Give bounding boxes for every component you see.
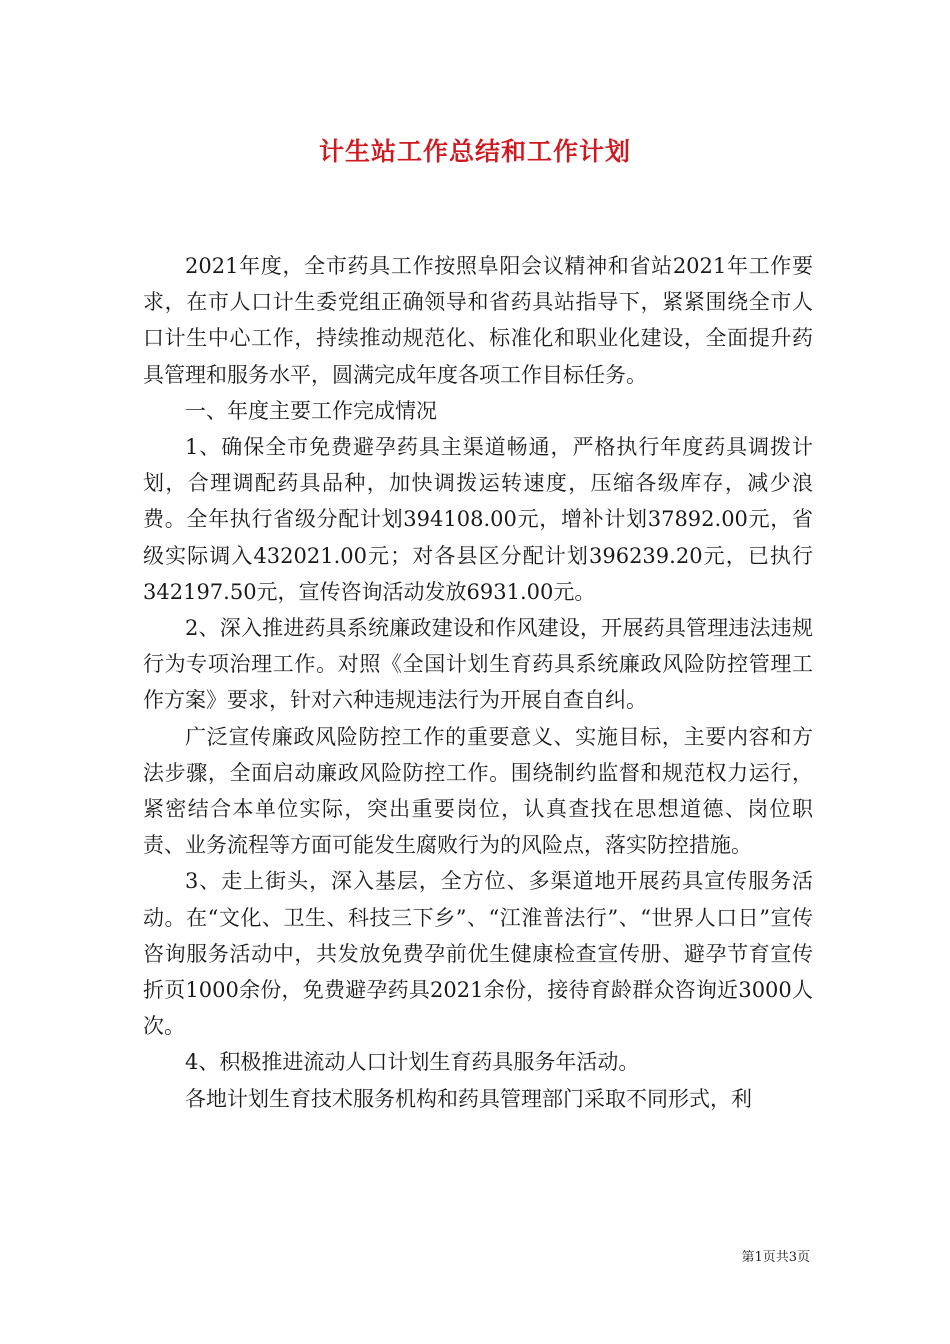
paragraph-item-2: 2、深入推进药具系统廉政建设和作风建设，开展药具管理违法违规行为专项治理工作。对照《全国计划生育药具系统廉政风险防控管理工作方案》要求，针对六种违规违法行为开展自查自纠。 — [143, 616, 813, 713]
paragraph-item-1: 1、确保全市免费避孕药具主渠道畅通，严格执行年度药具调拨计划，合理调配药具品种，加快调拨运转速度，压缩各级库存，减少浪费。全年执行省级分配计划394108.00元，增补计划37892.00元，省级实际调入432021.00元；对各县区分配计划396239.20元，已执行342197.50元，宣传咨询活动发放6931.00元。 — [143, 435, 813, 604]
page-number: 第1页共3页 — [741, 1250, 810, 1265]
paragraph-intro: 2021年度，全市药具工作按照阜阳会议精神和省站2021年工作要求，在市人口计生委党组正确领导和省药具站指导下，紧紧围绕全市人口计生中心工作，持续推动规范化、标准化和职业化建设，全面提升药具管理和服务水平，圆满完成年度各项工作目标任务。 — [143, 254, 813, 387]
document-body — [143, 248, 813, 1117]
section-heading: 一、年度主要工作完成情况 — [185, 398, 437, 423]
paragraph-continuation: 各地计划生育技术服务机构和药具管理部门采取不同形式，利 — [185, 1086, 752, 1111]
page-title: 计生站工作总结和工作计划 — [318, 137, 631, 166]
paragraph-item-3: 3、走上街头，深入基层，全方位、多渠道地开展药具宣传服务活动。在“文化、卫生、科技三下乡”、“江淮普法行”、“世界人口日”宣传咨询服务活动中，共发放免费孕前优生健康检查宣传册、避孕节育宣传折页1000余份，免费避孕药具2021余份，接待育龄群众咨询近3000人次。 — [143, 869, 813, 1039]
paragraph-risk-control: 广泛宣传廉政风险防控工作的重要意义、实施目标，主要内容和方法步骤，全面启动廉政风险防控工作。围绕制约监督和规范权力运行，紧密结合本单位实际，突出重要岗位，认真查找在思想道德、岗位职责、业务流程等方面可能发生腐败行为的风险点，落实防控措施。 — [143, 724, 813, 858]
paragraph-item-4: 4、积极推进流动人口计划生育药具服务年活动。 — [185, 1050, 640, 1075]
